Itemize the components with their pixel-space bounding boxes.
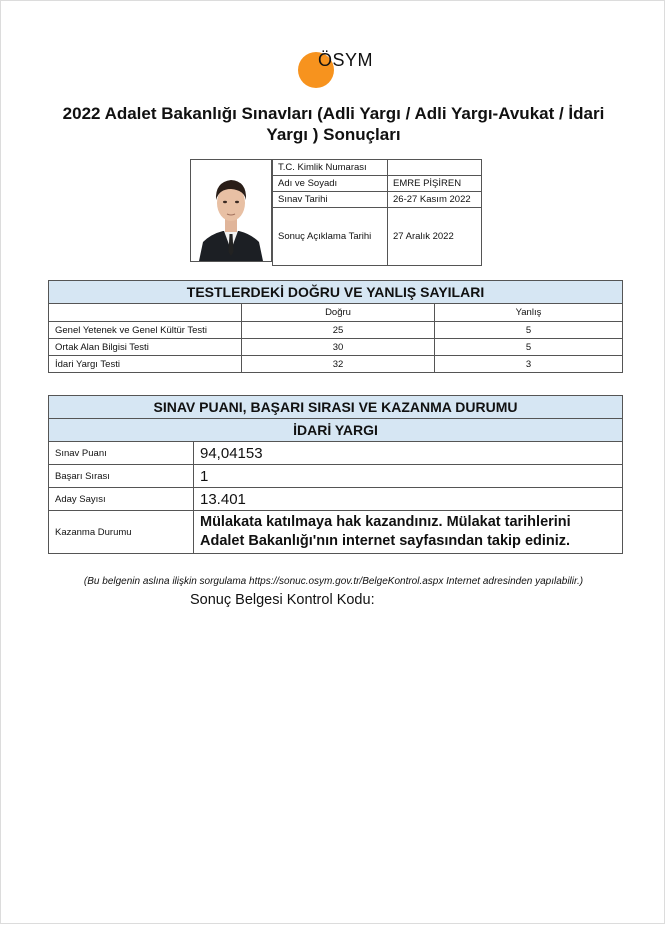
- tests-col-wrong: Yanlış: [435, 304, 623, 322]
- test-wrong: 5: [435, 339, 623, 356]
- result-table: [48, 395, 623, 554]
- tests-table: [48, 280, 623, 373]
- osym-logo: [298, 48, 398, 88]
- table-row: [49, 488, 623, 511]
- test-name: Ortak Alan Bilgisi Testi: [49, 339, 242, 356]
- info-label: Sınav Tarihi: [273, 192, 388, 208]
- result-value-score: 94,04153: [194, 442, 623, 465]
- tests-col-correct: Doğru: [242, 304, 435, 322]
- info-row-exam-date: [273, 192, 482, 208]
- test-name: Genel Yetenek ve Genel Kültür Testi: [49, 322, 242, 339]
- test-wrong: 5: [435, 322, 623, 339]
- table-row: [49, 356, 623, 373]
- verification-note: (Bu belgenin aslına ilişkin sorgulama https://sonuc.osym.gov.tr/BelgeKontrol.aspx Internet adresinden yapılabilir.): [83, 576, 584, 587]
- test-name: İdari Yargı Testi: [49, 356, 242, 373]
- info-row-name: [273, 176, 482, 192]
- tests-col-empty: [49, 304, 242, 322]
- info-value-tc: [388, 160, 482, 176]
- info-label: Adı ve Soyadı: [273, 176, 388, 192]
- info-value-result-date: 27 Aralık 2022: [388, 208, 482, 266]
- result-label: Kazanma Durumu: [49, 511, 194, 554]
- logo-text: ÖSYM: [318, 50, 374, 70]
- result-label: Başarı Sırası: [49, 465, 194, 488]
- result-value-rank: 1: [194, 465, 623, 488]
- result-heading: SINAV PUANI, BAŞARI SIRASI VE KAZANMA DURUMU: [49, 396, 623, 419]
- person-photo-icon: [191, 160, 271, 261]
- info-row-result-date: [273, 208, 482, 266]
- control-code-label: Sonuç Belgesi Kontrol Kodu:: [190, 592, 375, 608]
- test-correct: 32: [242, 356, 435, 373]
- tests-heading: TESTLERDEKİ DOĞRU VE YANLIŞ SAYILARI: [49, 281, 623, 304]
- info-label: Sonuç Açıklama Tarihi: [273, 208, 388, 266]
- table-row: [49, 322, 623, 339]
- page-title: 2022 Adalet Bakanlığı Sınavları (Adli Yargı / Adli Yargı-Avukat / İdari Yargı ) Sonuçları: [62, 104, 605, 144]
- table-row: [49, 442, 623, 465]
- candidate-photo: [190, 159, 272, 262]
- result-label: Sınav Puanı: [49, 442, 194, 465]
- test-wrong: 3: [435, 356, 623, 373]
- table-row: [49, 339, 623, 356]
- table-row: [49, 511, 623, 554]
- table-row: [49, 465, 623, 488]
- info-value-exam-date: 26-27 Kasım 2022: [388, 192, 482, 208]
- info-value-name: EMRE PİŞİREN: [388, 176, 482, 192]
- info-row-tc: [273, 160, 482, 176]
- result-label: Aday Sayısı: [49, 488, 194, 511]
- candidate-info-table: [272, 159, 482, 266]
- test-correct: 30: [242, 339, 435, 356]
- info-label: T.C. Kimlik Numarası: [273, 160, 388, 176]
- result-value-status: Mülakata katılmaya hak kazandınız. Mülakat tarihlerini Adalet Bakanlığı'nın internet sayfasından takip ediniz.: [194, 511, 623, 554]
- result-subheading: İDARİ YARGI: [49, 419, 623, 442]
- test-correct: 25: [242, 322, 435, 339]
- result-value-candidates: 13.401: [194, 488, 623, 511]
